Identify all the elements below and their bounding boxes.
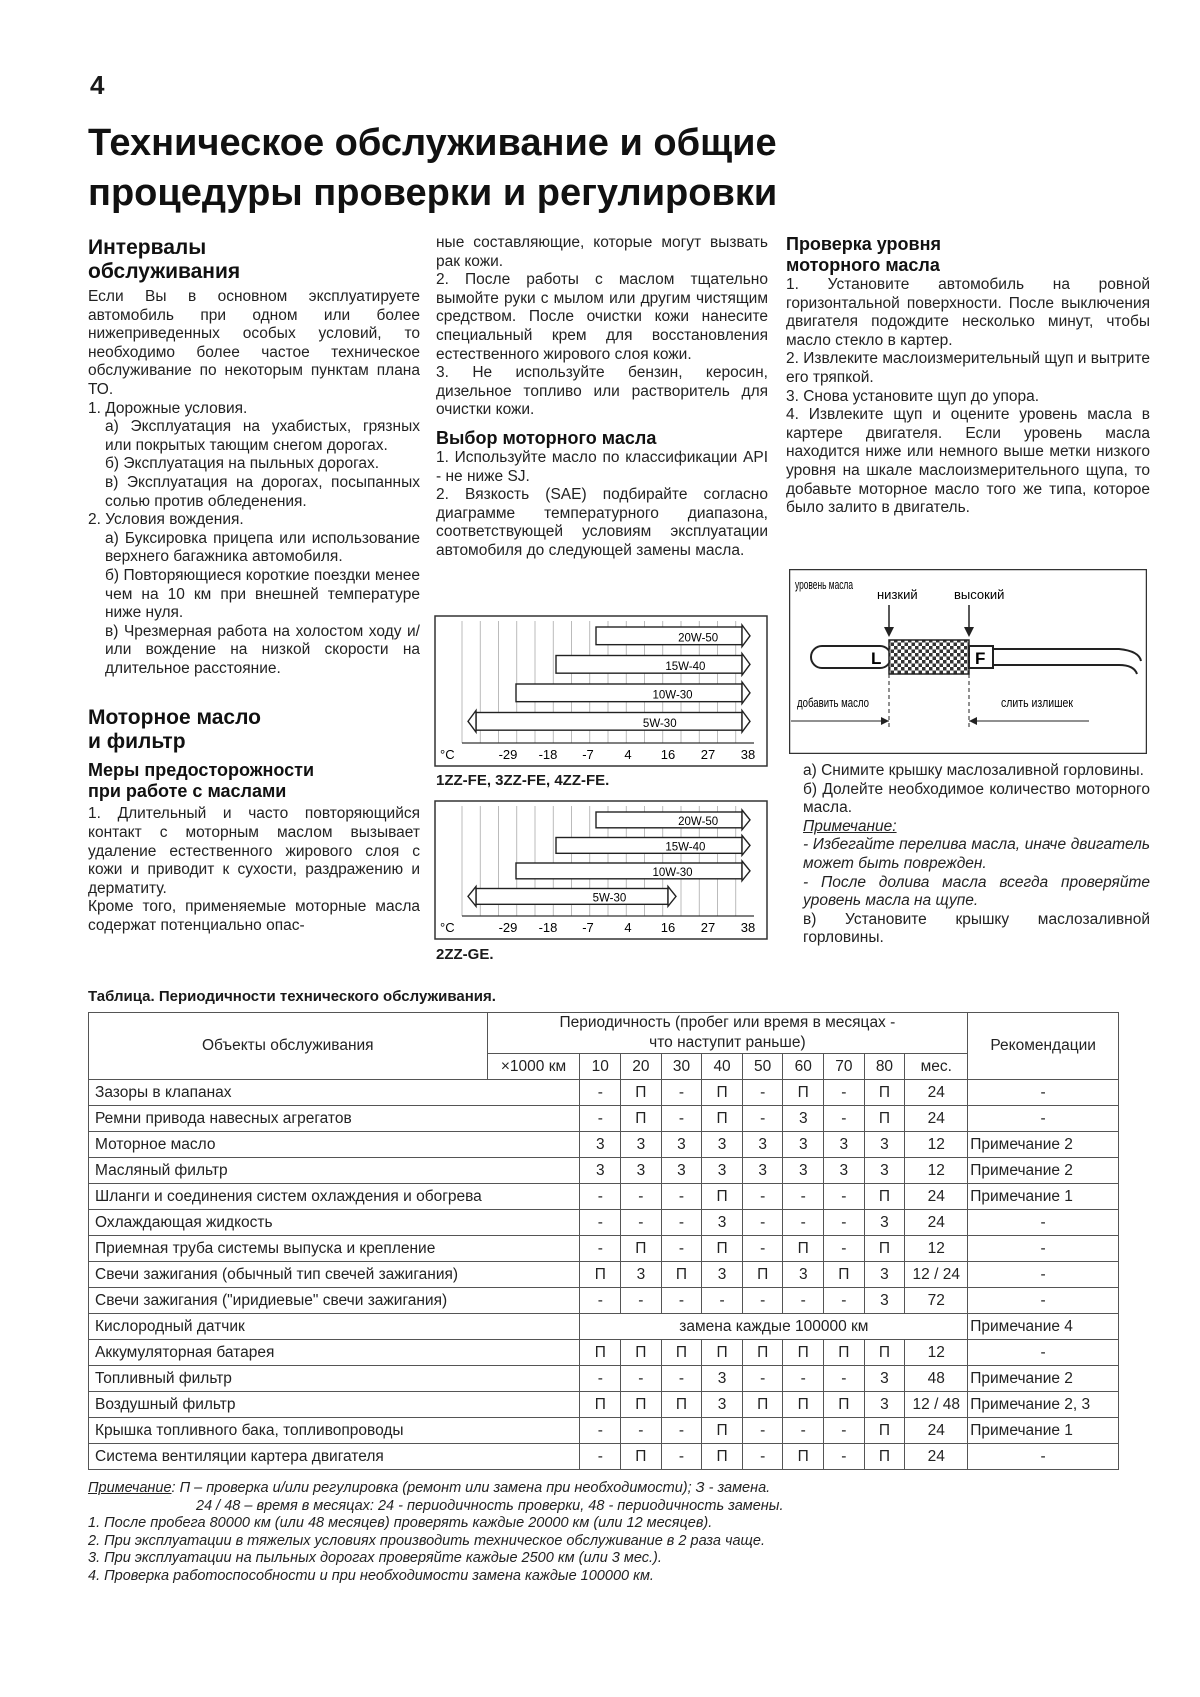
row-object: Аккумуляторная батарея: [89, 1340, 580, 1366]
check-step-b: б) Долейте необходимое количество моторного масла.: [803, 780, 1150, 817]
row-value: 3: [621, 1262, 662, 1288]
check-step-1: 1. Установите автомобиль на ровной горизонтальной поверхности. После выключения двигателя подождите несколько минут, чтобы масло стекло в картер.: [786, 276, 1150, 349]
row-value: 3: [580, 1158, 621, 1184]
check-note-2: - После долива масла всегда проверяйте уровень масла на щупе.: [803, 873, 1150, 910]
row-object: Зазоры в клапанах: [89, 1080, 580, 1106]
x-tick-label: -18: [538, 747, 558, 762]
series-label: 20W-50: [678, 632, 719, 645]
footnote-3: 3. При эксплуатации на пыльных дорогах проверяйте каждые 2500 км (или 3 мес.).: [88, 1550, 662, 1566]
oil-check-heading-line1: Проверка уровня: [786, 234, 941, 254]
road-conditions-a: а) Эксплуатация на ухабистых, грязных или покрытых тающим снегом дорогах.: [105, 418, 420, 454]
x-tick-label: 38: [740, 920, 756, 935]
series-label: 20W-50: [678, 815, 719, 828]
viscosity-bar: [516, 682, 750, 704]
row-value: 3: [864, 1158, 905, 1184]
row-value: П: [702, 1444, 743, 1470]
row-value: -: [661, 1236, 702, 1262]
row-value: -: [783, 1288, 824, 1314]
x-tick-label: 16: [660, 920, 676, 935]
row-value: П: [621, 1392, 662, 1418]
row-value: -: [661, 1444, 702, 1470]
row-value: -: [661, 1184, 702, 1210]
table-row: [89, 1418, 1119, 1444]
row-value: -: [824, 1080, 865, 1106]
road-conditions-c: в) Эксплуатация на дорогах, посыпанных солью против обледенения.: [105, 473, 420, 510]
row-value: П: [661, 1262, 702, 1288]
row-value: -: [742, 1080, 783, 1106]
row-recommendation: -: [968, 1236, 1119, 1262]
row-value: П: [864, 1184, 905, 1210]
check-step-a: а) Снимите крышку маслозаливной горловины.: [803, 762, 1144, 779]
precautions-heading-line2: при работе с маслами: [88, 781, 287, 802]
row-value: 3: [742, 1158, 783, 1184]
check-step-3: 3. Снова установите щуп до упора.: [786, 387, 1040, 405]
row-value: 3: [783, 1132, 824, 1158]
row-value: -: [824, 1236, 865, 1262]
table-row: [89, 1184, 1119, 1210]
page-title: [88, 118, 1128, 218]
row-value: -: [621, 1288, 662, 1314]
row-value: -: [580, 1210, 621, 1236]
table-row: [89, 1158, 1119, 1184]
header-col: 60: [783, 1054, 824, 1080]
row-value: 12: [905, 1236, 968, 1262]
row-value: -: [742, 1366, 783, 1392]
precaution-3: 3. Не используйте бензин, керосин, дизельное топливо или растворитель для очистки кожи.: [436, 364, 768, 419]
row-value: -: [661, 1106, 702, 1132]
header-col: 20: [621, 1054, 662, 1080]
viscosity-chart-1-caption: 1ZZ-FE, 3ZZ-FE, 4ZZ-FE.: [436, 772, 610, 789]
x-tick-label: 4: [624, 747, 632, 762]
row-value: -: [783, 1418, 824, 1444]
row-value: -: [580, 1444, 621, 1470]
row-value: -: [661, 1418, 702, 1444]
row-value: П: [621, 1106, 662, 1132]
row-value: П: [864, 1340, 905, 1366]
intervals-heading: [88, 236, 420, 284]
series-label: 15W-40: [665, 841, 706, 854]
row-value: -: [742, 1288, 783, 1314]
header-km: ×1000 км: [487, 1054, 580, 1080]
page-title-line1: Техническое обслуживание и общие: [88, 122, 777, 164]
row-value: 12: [905, 1340, 968, 1366]
row-value: -: [824, 1210, 865, 1236]
row-object: Моторное масло: [89, 1132, 580, 1158]
row-value: П: [661, 1340, 702, 1366]
row-value: 3: [702, 1392, 743, 1418]
row-object: Кислородный датчик: [89, 1314, 580, 1340]
series-label: 10W-30: [652, 866, 693, 879]
check-step-c: в) Установите крышку маслозаливной горловины.: [803, 910, 1150, 947]
header-objects: Объекты обслуживания: [89, 1013, 488, 1080]
row-value: -: [783, 1366, 824, 1392]
header-col: 10: [580, 1054, 621, 1080]
row-value: 3: [580, 1132, 621, 1158]
row-value: -: [580, 1366, 621, 1392]
row-object: Приемная труба системы выпуска и крепление: [89, 1236, 580, 1262]
row-value: -: [824, 1418, 865, 1444]
row-value: -: [661, 1210, 702, 1236]
table-caption: Таблица. Периодичности технического обслуживания.: [88, 988, 496, 1005]
row-value: 3: [864, 1262, 905, 1288]
table-row: [89, 1080, 1119, 1106]
column-right: [786, 234, 1150, 518]
row-value: 3: [783, 1158, 824, 1184]
table-header-row: [89, 1013, 1119, 1054]
row-value: 3: [824, 1158, 865, 1184]
maintenance-table: [88, 1012, 1119, 1470]
header-col: 70: [824, 1054, 865, 1080]
viscosity-bar: [516, 861, 750, 881]
row-value: П: [864, 1418, 905, 1444]
dipstick-level-label: уровень масла: [795, 577, 854, 592]
row-value: 72: [905, 1288, 968, 1314]
x-axis-unit: °C: [440, 920, 455, 935]
precautions-heading: [88, 760, 420, 802]
row-value: 3: [742, 1132, 783, 1158]
row-recommendation: -: [968, 1080, 1119, 1106]
table-row: [89, 1106, 1119, 1132]
precaution-cont: ные составляющие, которые могут вызвать рак кожи.: [436, 234, 768, 270]
column-middle: [436, 234, 768, 561]
footnote-legend-2: 24 / 48 – время в месяцах: 24 - периодичность проверки, 48 - периодичность замены.: [196, 1497, 784, 1514]
row-value: -: [824, 1366, 865, 1392]
row-value: П: [702, 1106, 743, 1132]
row-value: 3: [661, 1158, 702, 1184]
viscosity-bar: [556, 836, 750, 856]
header-col: 40: [702, 1054, 743, 1080]
row-value: 12: [905, 1132, 968, 1158]
dipstick-diagram: [789, 569, 1147, 759]
row-value: П: [824, 1340, 865, 1366]
series-label: 5W-30: [592, 892, 627, 905]
selection-1: 1. Используйте масло по классификации API - не ниже SJ.: [436, 448, 768, 485]
row-value: -: [661, 1366, 702, 1392]
driving-conditions-a: а) Буксировка прицепа или использование верхнего багажника автомобиля.: [105, 529, 420, 566]
row-value: П: [742, 1340, 783, 1366]
row-value: П: [864, 1106, 905, 1132]
row-value: П: [783, 1444, 824, 1470]
row-object: Система вентиляции картера двигателя: [89, 1444, 580, 1470]
x-tick-label: 4: [624, 920, 632, 935]
row-recommendation: -: [968, 1288, 1119, 1314]
row-object: Охлаждающая жидкость: [89, 1210, 580, 1236]
row-value: 3: [783, 1262, 824, 1288]
row-value: П: [702, 1418, 743, 1444]
viscosity-chart-1-svg: [434, 615, 768, 767]
x-tick-label: -29: [498, 920, 518, 935]
oil-filter-heading: [88, 706, 420, 754]
oil-check-heading: [786, 234, 1150, 276]
footnote-4: 4. Проверка работоспособности и при необходимости замена каждые 100000 км.: [88, 1567, 654, 1584]
add-oil-label: добавить масло: [797, 695, 869, 710]
row-recommendation: -: [968, 1262, 1119, 1288]
row-value: -: [702, 1288, 743, 1314]
x-tick-label: 27: [700, 920, 716, 935]
x-tick-label: -29: [498, 747, 518, 762]
oil-filter-heading-line2: и фильтр: [88, 730, 186, 754]
row-value: -: [824, 1106, 865, 1132]
precaution-1: 1. Длительный и часто повторяющийся контакт с моторным маслом вызывает удаление естественного жирового слоя с кожи и приводит к сухости, раздражению и дерматиту.: [88, 805, 420, 897]
row-value: 12: [905, 1158, 968, 1184]
row-value: П: [864, 1080, 905, 1106]
oil-selection-heading: Выбор моторного масла: [436, 427, 657, 448]
x-tick-label: 38: [740, 747, 756, 762]
row-value: 3: [702, 1210, 743, 1236]
viscosity-chart-2: [434, 800, 768, 940]
row-value: -: [580, 1236, 621, 1262]
row-value: П: [580, 1340, 621, 1366]
row-value: 3: [864, 1210, 905, 1236]
table-footnotes: [88, 1480, 1128, 1585]
driving-conditions-c: в) Чрезмерная работа на холостом ходу и/или вождение на низкой скорости на длительное расстояние.: [105, 622, 420, 677]
row-value: -: [783, 1184, 824, 1210]
row-value: П: [783, 1080, 824, 1106]
x-tick-label: 27: [700, 747, 716, 762]
row-value: П: [824, 1262, 865, 1288]
row-value: П: [621, 1340, 662, 1366]
footnote-head: Примечание: [88, 1480, 172, 1496]
row-value: -: [742, 1210, 783, 1236]
footnote-legend: [88, 1480, 1128, 1498]
table-row: [89, 1444, 1119, 1470]
row-value: 3: [783, 1106, 824, 1132]
check-note-heading: Примечание:: [803, 817, 897, 835]
row-value: П: [783, 1340, 824, 1366]
row-value: 12 / 48: [905, 1392, 968, 1418]
drain-excess-label: слить излишек: [1001, 695, 1074, 710]
row-value: 24: [905, 1444, 968, 1470]
x-tick-label: -7: [582, 920, 594, 935]
oil-check-heading-line2: моторного масла: [786, 255, 940, 275]
row-value: -: [621, 1210, 662, 1236]
row-value: П: [742, 1392, 783, 1418]
row-value: П: [702, 1340, 743, 1366]
row-value: П: [580, 1392, 621, 1418]
check-note-1: - Избегайте перелива масла, иначе двигатель может быть поврежден.: [803, 836, 1150, 872]
row-value: 48: [905, 1366, 968, 1392]
row-value: 3: [702, 1366, 743, 1392]
page-title-line2: процедуры проверки и регулировки: [88, 172, 778, 214]
viscosity-chart-2-caption: 2ZZ-GE.: [436, 946, 494, 963]
row-value: П: [702, 1184, 743, 1210]
table-row: [89, 1314, 1119, 1340]
row-object: Ремни привода навесных агрегатов: [89, 1106, 580, 1132]
row-value: -: [824, 1444, 865, 1470]
precautions-heading-line1: Меры предосторожности: [88, 760, 315, 781]
row-recommendation: Примечание 2: [968, 1158, 1119, 1184]
x-tick-label: 16: [660, 747, 676, 762]
row-value: -: [742, 1418, 783, 1444]
oil-filter-heading-line1: Моторное масло: [88, 706, 261, 730]
row-value: -: [824, 1288, 865, 1314]
intervals-intro: Если Вы в основном эксплуатируете автомобиль при одном или более нижеприведенных особых условий, то необходимо более частое техническое обслуживание по некоторым пунктам плана ТО.: [88, 288, 420, 398]
row-value: П: [742, 1262, 783, 1288]
x-tick-label: -18: [538, 920, 558, 935]
row-value: П: [783, 1236, 824, 1262]
series-label: 15W-40: [665, 661, 706, 674]
dipstick-svg: [789, 569, 1147, 754]
header-col: мес.: [905, 1054, 968, 1080]
series-label: 10W-30: [652, 689, 693, 702]
row-value: -: [580, 1106, 621, 1132]
table-row: [89, 1262, 1119, 1288]
viscosity-bar: [596, 625, 750, 647]
row-value: 3: [621, 1132, 662, 1158]
dipstick-high-label: высокий: [954, 587, 1005, 602]
precaution-1-cont: Кроме того, применяемые моторные масла содержат потенциально опас-: [88, 898, 420, 935]
x-tick-label: -7: [582, 747, 594, 762]
row-recommendation: -: [968, 1210, 1119, 1236]
row-recommendation: Примечание 2: [968, 1132, 1119, 1158]
header-recommendations: Рекомендации: [968, 1013, 1119, 1080]
footnote-1: 1. После пробега 80000 км (или 48 месяцев) проверять каждые 20000 км (или 12 месяцев).: [88, 1515, 713, 1531]
row-value: -: [742, 1106, 783, 1132]
row-value: 3: [864, 1288, 905, 1314]
row-span-value: замена каждые 100000 км: [580, 1314, 968, 1340]
selection-2: 2. Вязкость (SAE) подбирайте согласно диаграмме температурного диапазона, соответствующей условиям эксплуатации автомобиля до следующей замены масла.: [436, 486, 768, 559]
x-axis-unit: °C: [440, 747, 455, 762]
row-value: П: [621, 1080, 662, 1106]
row-value: 3: [864, 1366, 905, 1392]
row-value: 24: [905, 1210, 968, 1236]
row-value: -: [621, 1366, 662, 1392]
row-value: -: [580, 1080, 621, 1106]
row-value: 3: [824, 1132, 865, 1158]
table-row: [89, 1210, 1119, 1236]
table-row: [89, 1366, 1119, 1392]
row-value: П: [621, 1236, 662, 1262]
row-recommendation: Примечание 2, 3: [968, 1392, 1119, 1418]
row-value: 3: [702, 1262, 743, 1288]
column-left: [88, 236, 420, 936]
row-value: 3: [864, 1392, 905, 1418]
row-recommendation: -: [968, 1340, 1119, 1366]
row-value: 24: [905, 1106, 968, 1132]
header-col: 50: [742, 1054, 783, 1080]
page-number: 4: [90, 70, 105, 100]
row-recommendation: Примечание 1: [968, 1418, 1119, 1444]
row-value: -: [621, 1418, 662, 1444]
viscosity-chart-2-svg: [434, 800, 768, 940]
row-value: П: [702, 1236, 743, 1262]
row-value: -: [580, 1418, 621, 1444]
header-col: 80: [864, 1054, 905, 1080]
viscosity-bar: [596, 810, 750, 830]
row-value: П: [702, 1080, 743, 1106]
row-recommendation: Примечание 4: [968, 1314, 1119, 1340]
low-mark: L: [871, 649, 882, 668]
row-value: 3: [621, 1158, 662, 1184]
series-label: 5W-30: [642, 718, 677, 731]
column-right-bottom: [786, 762, 1150, 948]
road-conditions-b: б) Эксплуатация на пыльных дорогах.: [105, 455, 380, 473]
row-object: Топливный фильтр: [89, 1366, 580, 1392]
header-col: 30: [661, 1054, 702, 1080]
intervals-heading-line1: Интервалы: [88, 236, 207, 259]
row-value: 3: [702, 1132, 743, 1158]
footnote-legend-text: : П – проверка и/или регулировка (ремонт или замена при необходимости); З - замена.: [171, 1480, 771, 1496]
row-value: 3: [864, 1132, 905, 1158]
row-object: Свечи зажигания ("иридиевые" свечи зажигания): [89, 1288, 580, 1314]
row-object: Шланги и соединения систем охлаждения и обогрева: [89, 1184, 580, 1210]
row-value: -: [580, 1184, 621, 1210]
row-value: 12 / 24: [905, 1262, 968, 1288]
row-object: Крышка топливного бака, топливопроводы: [89, 1418, 580, 1444]
row-object: Воздушный фильтр: [89, 1392, 580, 1418]
row-value: П: [783, 1392, 824, 1418]
row-value: П: [661, 1392, 702, 1418]
row-value: -: [621, 1184, 662, 1210]
driving-conditions-b: б) Повторяющиеся короткие поездки менее чем на 10 км при внешней температуре ниже нуля.: [105, 566, 420, 622]
row-value: 24: [905, 1184, 968, 1210]
row-recommendation: Примечание 2: [968, 1366, 1119, 1392]
row-value: -: [742, 1236, 783, 1262]
row-recommendation: -: [968, 1444, 1119, 1470]
table-row: [89, 1340, 1119, 1366]
row-recommendation: Примечание 1: [968, 1184, 1119, 1210]
row-value: -: [742, 1184, 783, 1210]
row-value: П: [864, 1444, 905, 1470]
driving-conditions-item: 2. Условия вождения.: [88, 511, 244, 529]
row-value: -: [824, 1184, 865, 1210]
intervals-heading-line2: обслуживания: [88, 260, 241, 283]
road-conditions-item: 1. Дорожные условия.: [88, 399, 248, 417]
table-row: [89, 1392, 1119, 1418]
row-object: Свечи зажигания (обычный тип свечей зажигания): [89, 1262, 580, 1288]
row-value: -: [661, 1288, 702, 1314]
row-value: П: [621, 1444, 662, 1470]
row-value: -: [580, 1288, 621, 1314]
header-periodicity: Периодичность (пробег или время в месяцах - что наступит раньше): [487, 1013, 968, 1054]
row-value: 3: [702, 1158, 743, 1184]
row-value: П: [824, 1392, 865, 1418]
precaution-2: 2. После работы с маслом тщательно вымойте руки с мылом или другим чистящим средством. После очистки кожи нанесите специальный крем для восстановления естественного жирового слоя кожи.: [436, 271, 768, 363]
row-value: П: [864, 1236, 905, 1262]
viscosity-bar: [468, 711, 750, 733]
row-value: -: [742, 1444, 783, 1470]
viscosity-chart-1: [434, 615, 768, 767]
table-row: [89, 1288, 1119, 1314]
table-row: [89, 1236, 1119, 1262]
row-value: 24: [905, 1080, 968, 1106]
row-value: -: [661, 1080, 702, 1106]
viscosity-bar: [556, 654, 750, 676]
dipstick-low-label: низкий: [877, 587, 918, 602]
footnote-2: 2. При эксплуатации в тяжелых условиях производить техническое обслуживание в 2 раза чаще.: [88, 1532, 765, 1549]
check-step-4: 4. Извлеките щуп и оцените уровень масла в картере двигателя. Если уровень масла находится ниже или немного выше метки низкого уровня на шкале маслоизмерительного щупа, то добавьте моторное масло того же типа, которое было залито в двигатель.: [786, 406, 1150, 517]
row-object: Масляный фильтр: [89, 1158, 580, 1184]
check-step-2: 2. Извлеките маслоизмерительный щуп и вытрите его тряпкой.: [786, 350, 1150, 386]
viscosity-bar: [468, 887, 676, 907]
table-row: [89, 1132, 1119, 1158]
full-mark: F: [975, 649, 986, 668]
row-value: 3: [661, 1132, 702, 1158]
row-value: 24: [905, 1418, 968, 1444]
row-value: П: [580, 1262, 621, 1288]
row-value: -: [783, 1210, 824, 1236]
row-recommendation: -: [968, 1106, 1119, 1132]
